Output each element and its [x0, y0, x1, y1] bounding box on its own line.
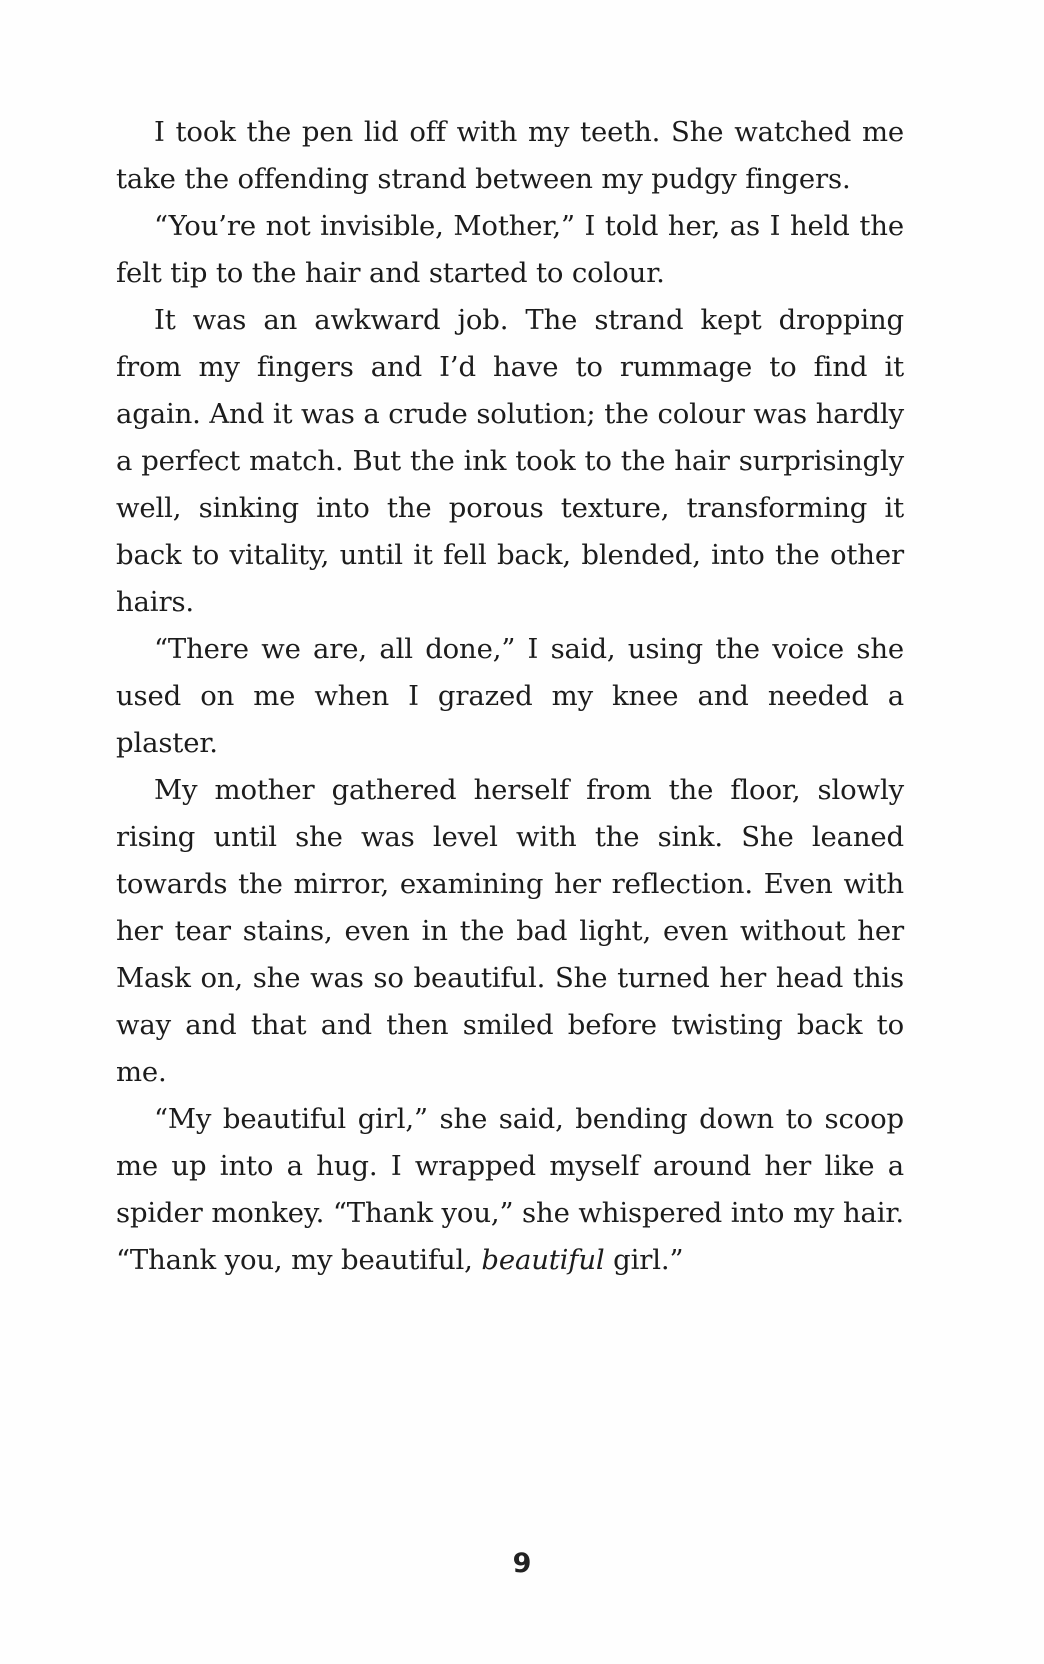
paragraph-1: I took the pen lid off with my teeth. She watched me take the offending strand between my pudgy fingers.	[116, 116, 904, 195]
paragraph-6	[116, 1096, 904, 1284]
paragraph-6-end: girl.”	[604, 1244, 684, 1276]
page-number: 9	[512, 1548, 532, 1579]
body-text	[116, 109, 904, 1284]
paragraph-4: “There we are, all done,” I said, using the voice she used on me when I grazed my knee and needed a plaster.	[116, 633, 904, 759]
paragraph-5: My mother gathered herself from the floor, slowly rising until she was level with the sink. She leaned towards the mirror, examining her reflection. Even with her tear stains, even in the bad light, even without her Mask on, she was so beautiful. She turned her head this way and that and then smiled before twisting back to me.	[116, 774, 904, 1088]
paragraph-6-text: “My beautiful girl,” she said, bending down to scoop me up into a hug. I wrapped myself around her like a spider monkey. “Thank you,” she whispered into my hair. “Thank you, my beautiful,	[116, 1103, 904, 1276]
paragraph-3: It was an awkward job. The strand kept dropping from my fingers and I’d have to rummage to find it again. And it was a crude solution; the colour was hardly a perfect match. But the ink took to the hair surprisingly well, sinking into the porous texture, transforming it back to vitality, until it fell back, blended, into the other hairs.	[116, 304, 904, 618]
emphasis-text: beautiful	[481, 1244, 605, 1276]
paragraph-2: “You’re not invisible, Mother,” I told her, as I held the felt tip to the hair and started to colour.	[116, 210, 904, 289]
